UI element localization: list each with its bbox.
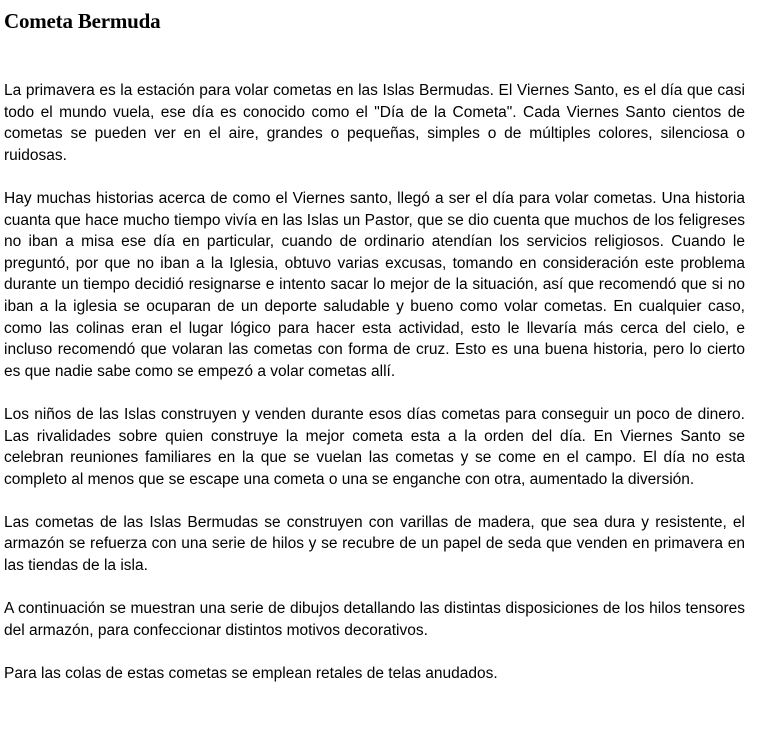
paragraph-history: Hay muchas historias acerca de como el Viernes santo, llegó a ser el día para volar cometas. Una historia cuanta que hace mucho tiempo vivía en las Islas un Pastor, que se dio cuenta que muchos de los feligreses no iban a misa ese día en particular, cuando de ordinario atendían los servicios religiosos. Cuando le preguntó, por que no iban a la Iglesia, obtuvo varias excusas, tomando en consideración este problema durante un tiempo decidió resignarse e intento sacar lo mejor de la situación, así que recomendó que si no iban a la iglesia se ocuparan de un deporte saludable y bueno como volar cometas. En cualquier caso, como las colinas eran el lugar lógico para hacer esta actividad, esto le llevaría más cerca del cielo, e incluso recomendó que volaran las cometas con forma de cruz. Esto es una buena historia, pero lo cierto es que nadie sabe como se empezó a volar cometas allí. <box>4 189 745 380</box>
paragraph-children: Los niños de las Islas construyen y venden durante esos días cometas para conseguir un poco de dinero. Las rivalidades sobre quien construye la mejor cometa esta a la orden del día. En Viernes Santo se celebran reuniones familiares en la que se vuelan las cometas y se come en el campo. El día no esta completo al menos que se escape una cometa o una se enganche con otra, aumentado la diversión. <box>4 405 745 488</box>
document-page <box>4 0 745 685</box>
paragraph-intro: La primavera es la estación para volar cometas en las Islas Bermudas. El Viernes Santo, es el día que casi todo el mundo vuela, ese día es conocido como el "Día de la Cometa". Cada Viernes Santo cientos de cometas se pueden ver en el aire, grandes o pequeñas, simples o de múltiples colores, silenciosa o ruidosas. <box>4 82 745 164</box>
document-body <box>4 80 745 685</box>
paragraph-construction: Las cometas de las Islas Bermudas se construyen con varillas de madera, que sea dura y resistente, el armazón se refuerza con una serie de hilos y se recubre de un papel de seda que venden en primavera en las tiendas de la isla. <box>4 513 745 575</box>
paragraph-drawings: A continuación se muestran una serie de dibujos detallando las distintas disposiciones de los hilos tensores del armazón, para confeccionar distintos motivos decorativos. <box>4 600 745 639</box>
document-title: Cometa Bermuda <box>4 9 161 33</box>
paragraph-tails: Para las colas de estas cometas se emplean retales de telas anudados. <box>4 665 498 683</box>
